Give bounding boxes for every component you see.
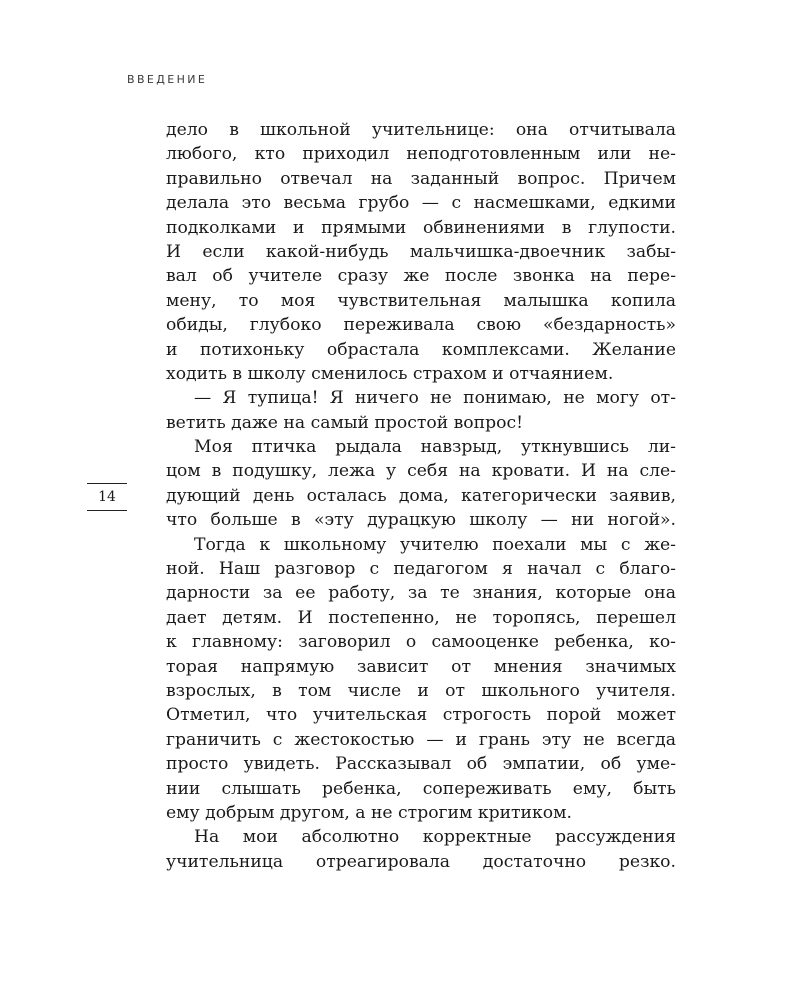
- text-line: и потихоньку обрастала комплексами. Желание: [166, 339, 676, 360]
- text-line: подколками и прямыми обвинениями в глупости.: [166, 217, 676, 238]
- text-line: учительница отреагировала достаточно резко.: [166, 851, 676, 872]
- text-line: просто увидеть. Рассказывал об эмпатии, об уме-: [166, 754, 676, 775]
- body-text: [166, 118, 676, 874]
- text-line: к главному: заговорил о самооценке ребенка, ко-: [166, 632, 676, 653]
- text-line: дело в школьной учительнице: она отчитывала: [166, 120, 676, 140]
- text-line: ной. Наш разговор с педагогом я начал с благо-: [166, 559, 676, 580]
- text-line: делала это весьма грубо — с насмешками, едкими: [166, 193, 676, 214]
- page-number: 14: [98, 489, 116, 505]
- text-line: вал об учителе сразу же после звонка на пере-: [166, 266, 676, 287]
- text-line: нии слышать ребенка, сопереживать ему, быть: [166, 778, 676, 799]
- text-line: Тогда к школьному учителю поехали мы с же-: [194, 534, 676, 555]
- text-line: ветить даже на самый простой вопрос!: [166, 412, 523, 433]
- text-line: взрослых, в том числе и от школьного учителя.: [166, 680, 676, 701]
- text-line: ему добрым другом, а не строгим критиком.: [166, 802, 572, 823]
- page-number-box: [87, 483, 127, 511]
- text-line: цом в подушку, лежа у себя на кровати. И на сле-: [166, 461, 676, 482]
- text-line: что больше в «эту дурацкую школу — ни ногой».: [166, 510, 676, 531]
- text-line: — Я тупица! Я ничего не понимаю, не могу от-: [194, 388, 676, 409]
- text-line: граничить с жестокостью — и грань эту не всегда: [166, 729, 676, 750]
- text-line: На мои абсолютно корректные рассуждения: [194, 827, 676, 848]
- running-head: ВВЕДЕНИЕ: [127, 73, 208, 86]
- text-line: дает детям. И постепенно, не торопясь, перешел: [166, 607, 676, 628]
- text-line: правильно отвечал на заданный вопрос. Причем: [166, 168, 676, 189]
- text-line: дарности за ее работу, за те знания, которые она: [166, 583, 676, 604]
- text-line: Моя птичка рыдала навзрыд, уткнувшись ли-: [194, 437, 676, 458]
- text-line: обиды, глубоко переживала свою «бездарность»: [166, 315, 676, 336]
- text-line: Отметил, что учительская строгость порой может: [166, 705, 676, 726]
- text-line: И если какой-нибудь мальчишка-двоечник забы-: [166, 241, 676, 262]
- text-line: мену, то моя чувствительная малышка копила: [166, 290, 676, 311]
- text-line: любого, кто приходил неподготовленным или не-: [166, 144, 676, 165]
- text-line: ходить в школу сменилось страхом и отчаянием.: [166, 363, 614, 384]
- text-line: торая напрямую зависит от мнения значимых: [166, 656, 676, 677]
- text-line: дующий день осталась дома, категорически заявив,: [166, 485, 676, 506]
